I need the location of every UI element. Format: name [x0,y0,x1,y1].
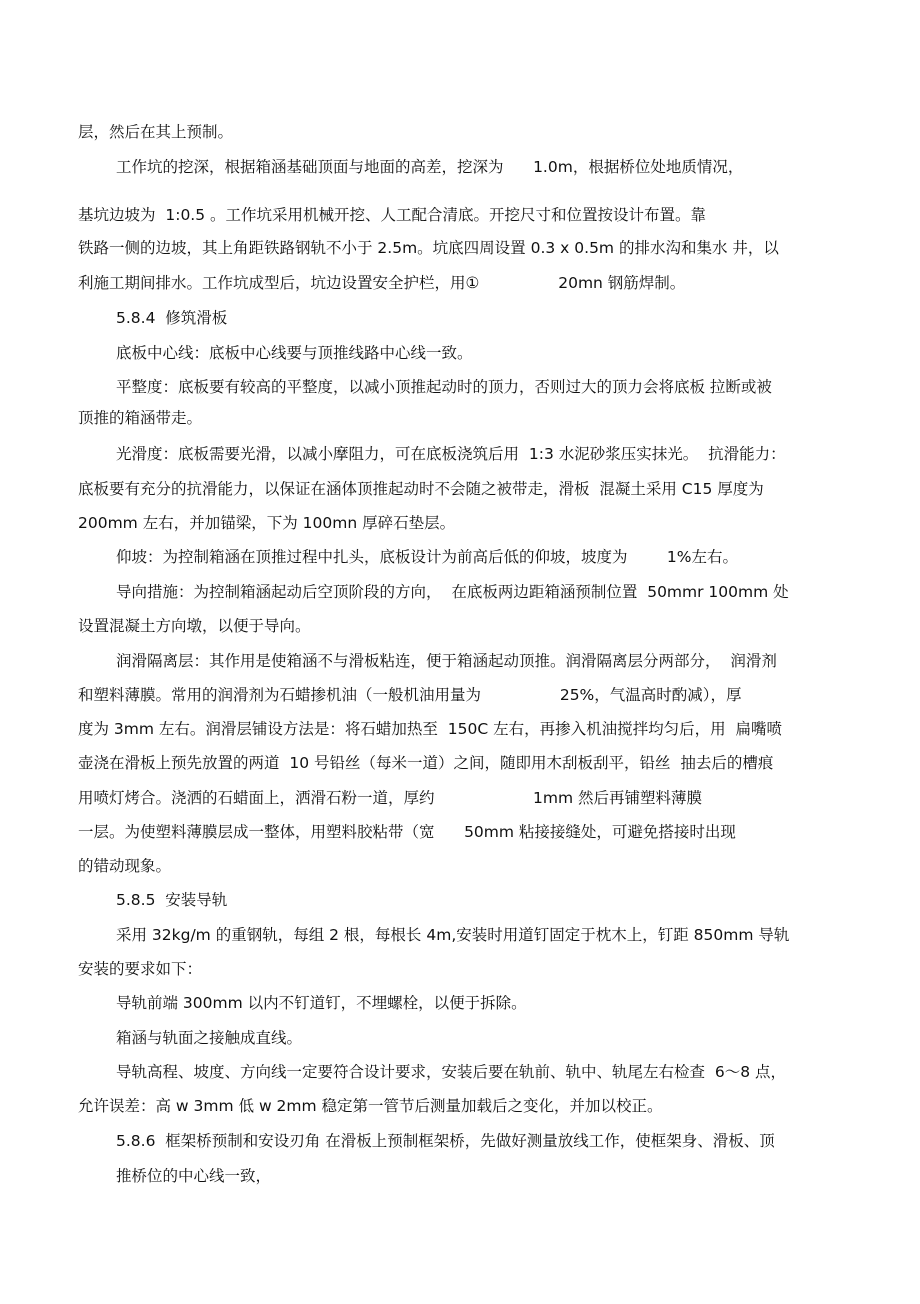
text-line: 铁路一侧的边坡，其上角距铁路钢轨不小于 2.5m。坑底四周设置 0.3 x 0.5m 的排水沟和集水 井，以 [78,239,779,257]
text-line: 导轨前端 300mm 以内不钉道钉，不埋螺栓，以便于拆除。 [116,994,527,1012]
text-line: 层，然后在其上预制。 [78,123,234,141]
text-line: 箱涵与轨面之接触成直线。 [116,1029,303,1047]
text-line: 允许误差：高 w 3mm 低 w 2mm 稳定第一管节后测量加载后之变化，并加以校正。 [78,1097,663,1115]
text-line: 设置混凝土方向墩，以便于导向。 [78,617,311,635]
text-line: 推桥位的中心线一致， [116,1167,272,1185]
text-line: 底板要有充分的抗滑能力，以保证在涵体顶推起动时不会随之被带走，滑板 混凝土采用 C15 厚度为 [78,480,764,498]
text-line: 和塑料薄膜。常用的润滑剂为石蜡掺机油（一般机油用量为 25%，气温高时酌减），厚 [78,686,742,704]
text-line: 基坑边坡为 1:0.5 。工作坑采用机械开挖、人工配合清底。开挖尺寸和位置按设计布置。靠 [78,206,707,224]
text-line: 一层。为使塑料薄膜层成一整体，用塑料胶粘带（宽 50mm 粘接接缝处，可避免搭接时出现 [78,823,736,841]
section-heading: 5.8.4 修筑滑板 [116,309,228,327]
text-line: 的错动现象。 [78,857,172,875]
text-line: 壶浇在滑板上预先放置的两道 10 号铅丝（每米一道）之间，随即用木刮板刮平，铅丝 抽去后的槽痕 [78,754,774,772]
text-line: 采用 32kg/m 的重钢轨，每组 2 根，每根长 4m,安装时用道钉固定于枕木上，钉距 850mm 导轨 [116,926,790,944]
text-line: 安装的要求如下： [78,960,203,978]
text-line: 平整度：底板要有较高的平整度，以减小顶推起动时的顶力，否则过大的顶力会将底板 拉断或被 [116,378,772,396]
text-line: 底板中心线：底板中心线要与顶推线路中心线一致。 [116,344,473,362]
text-line: 润滑隔离层：其作用是使箱涵不与滑板粘连，便于箱涵起动顶推。润滑隔离层分两部分， 润滑剂 [116,652,777,670]
text-line: 导轨高程、坡度、方向线一定要符合设计要求，安装后要在轨前、轨中、轨尾左右检查 6～8 点， [116,1063,787,1081]
text-line: 仰坡：为控制箱涵在顶推过程中扎头，底板设计为前高后低的仰坡，坡度为 1%左右。 [116,548,739,566]
text-line: 度为 3mm 左右。润滑层铺设方法是：将石蜡加热至 150C 左右，再掺入机油搅拌均匀后，用 扁嘴喷 [78,720,782,738]
section-heading: 5.8.6 框架桥预制和安设刃角 在滑板上预制框架桥，先做好测量放线工作，使框架身、滑板、顶 [116,1132,775,1150]
text-line: 顶推的箱涵带走。 [78,409,203,427]
section-heading: 5.8.5 安装导轨 [116,891,228,909]
text-line: 用喷灯烤合。浇洒的石蜡面上，洒滑石粉一道，厚约 1mm 然后再铺塑料薄膜 [78,789,703,807]
text-line: 200mm 左右，并加锚梁，下为 100mn 厚碎石垫层。 [78,514,456,532]
text-line: 工作坑的挖深，根据箱涵基础顶面与地面的高差，挖深为 1.0m，根据桥位处地质情况， [116,158,744,176]
text-line: 利施工期间排水。工作坑成型后，坑边设置安全护栏，用① 20mn 钢筋焊制。 [78,274,686,292]
text-line: 光滑度：底板需要光滑，以减小摩阻力，可在底板浇筑后用 1:3 水泥砂浆压实抹光。 抗滑能力： [116,445,786,463]
text-line: 导向措施：为控制箱涵起动后空顶阶段的方向， 在底板两边距箱涵预制位置 50mmr 100mm 处 [116,583,789,601]
